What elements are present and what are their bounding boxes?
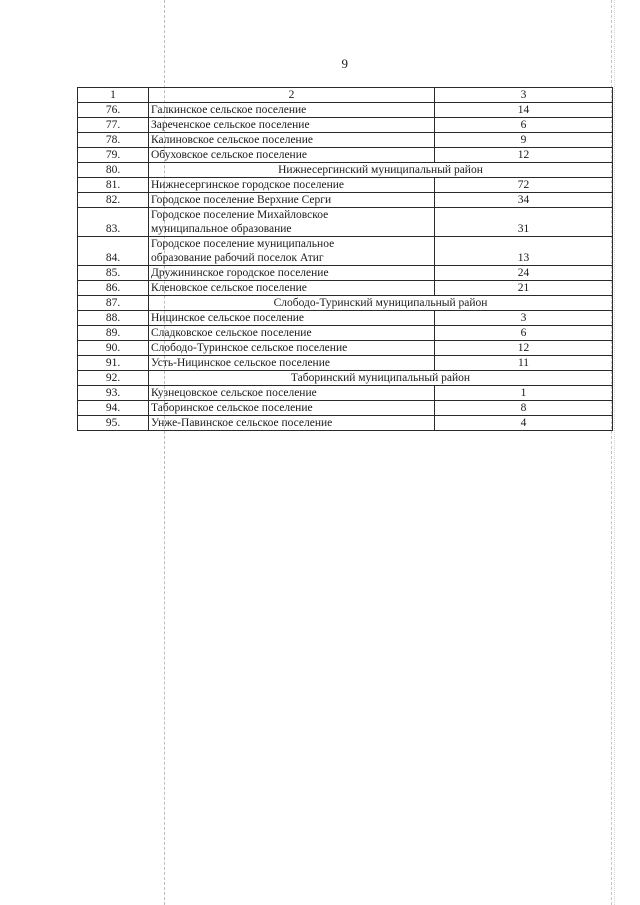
- table-row: [78, 416, 613, 431]
- table-row: [78, 103, 613, 118]
- settlement-name-line: Кузнецовское сельское поселение: [151, 387, 317, 399]
- settlement-name-line: муниципальное образование: [151, 223, 292, 235]
- settlement-name-cell: [149, 416, 435, 431]
- header-cell-name: 2: [149, 88, 435, 103]
- settlement-name-cell: [149, 401, 435, 416]
- scan-edge-line-right: [614, 0, 615, 905]
- settlement-name-line: Усть-Ницинское сельское поселение: [151, 357, 330, 369]
- row-number: 86.: [78, 281, 149, 296]
- row-number: 83.: [78, 208, 149, 237]
- row-number: 95.: [78, 416, 149, 431]
- row-number: 80.: [78, 163, 149, 178]
- row-number: 88.: [78, 311, 149, 326]
- settlement-value: 8: [435, 401, 613, 416]
- row-number: 79.: [78, 148, 149, 163]
- settlement-value: 6: [435, 118, 613, 133]
- settlement-name-line: Галкинское сельское поселение: [151, 104, 307, 116]
- settlement-value: 72: [435, 178, 613, 193]
- row-number: 77.: [78, 118, 149, 133]
- settlement-name-cell: [149, 148, 435, 163]
- settlement-name-cell: [149, 208, 435, 237]
- row-number: 92.: [78, 371, 149, 386]
- settlement-value: 21: [435, 281, 613, 296]
- settlement-value: 12: [435, 148, 613, 163]
- settlement-value: 6: [435, 326, 613, 341]
- district-title: Таборинский муниципальный район: [149, 371, 613, 386]
- settlement-name-cell: [149, 103, 435, 118]
- district-title: Слободо-Туринский муниципальный район: [149, 296, 613, 311]
- settlement-name-cell: [149, 237, 435, 266]
- settlement-value: 9: [435, 133, 613, 148]
- settlement-name-cell: [149, 341, 435, 356]
- settlement-name-cell: [149, 118, 435, 133]
- row-number: 90.: [78, 341, 149, 356]
- settlement-name-line: образование рабочий поселок Атиг: [151, 252, 324, 264]
- settlement-name-line: Городское поселение Михайловское: [151, 209, 329, 221]
- table-row: [78, 118, 613, 133]
- settlement-name-line: Таборинское сельское поселение: [151, 402, 313, 414]
- district-row: [78, 163, 613, 178]
- settlement-value: 31: [435, 208, 613, 237]
- page-number: 9: [341, 56, 349, 71]
- settlement-name-line: Калиновское сельское поселение: [151, 134, 313, 146]
- settlement-value: 11: [435, 356, 613, 371]
- district-row: [78, 296, 613, 311]
- table-row: [78, 148, 613, 163]
- table-row: [78, 311, 613, 326]
- table-row: [78, 193, 613, 208]
- settlement-value: 12: [435, 341, 613, 356]
- settlement-name-line: Городское поселение муниципальное: [151, 238, 335, 250]
- settlement-name-cell: [149, 193, 435, 208]
- row-number: 82.: [78, 193, 149, 208]
- settlement-name-line: Нижнесергинское городское поселение: [151, 179, 345, 191]
- settlement-name-line: Ницинское сельское поселение: [151, 312, 305, 324]
- settlement-name-line: Слободо-Туринское сельское поселение: [151, 342, 348, 354]
- table-row: [78, 341, 613, 356]
- settlement-name-line: Обуховское сельское поселение: [151, 149, 307, 161]
- settlement-name-cell: [149, 326, 435, 341]
- settlement-name-cell: [149, 266, 435, 281]
- table-row: [78, 237, 613, 266]
- row-number: 87.: [78, 296, 149, 311]
- settlement-value: 24: [435, 266, 613, 281]
- settlement-value: 1: [435, 386, 613, 401]
- table-header-row: [78, 88, 613, 103]
- settlement-name-cell: [149, 311, 435, 326]
- table-row: [78, 356, 613, 371]
- table-row: [78, 266, 613, 281]
- table-row: [78, 326, 613, 341]
- district-row: [78, 371, 613, 386]
- row-number: 91.: [78, 356, 149, 371]
- row-number: 76.: [78, 103, 149, 118]
- table-row: [78, 208, 613, 237]
- settlement-name-line: Городское поселение Верхние Серги: [151, 194, 332, 206]
- table-body: [78, 88, 613, 431]
- table-row: [78, 281, 613, 296]
- settlement-name-line: Сладковское сельское поселение: [151, 327, 312, 339]
- table-row: [78, 386, 613, 401]
- row-number: 94.: [78, 401, 149, 416]
- settlement-value: 13: [435, 237, 613, 266]
- table-row: [78, 178, 613, 193]
- settlement-name-cell: [149, 386, 435, 401]
- row-number: 78.: [78, 133, 149, 148]
- row-number: 81.: [78, 178, 149, 193]
- settlement-name-cell: [149, 356, 435, 371]
- settlement-name-line: Зареченское сельское поселение: [151, 119, 310, 131]
- district-title: Нижнесергинский муниципальный район: [149, 163, 613, 178]
- settlement-name-line: Унже-Павинское сельское поселение: [151, 417, 333, 429]
- row-number: 89.: [78, 326, 149, 341]
- row-number: 93.: [78, 386, 149, 401]
- settlement-name-cell: [149, 281, 435, 296]
- settlement-value: 3: [435, 311, 613, 326]
- row-number: 84.: [78, 237, 149, 266]
- settlement-value: 34: [435, 193, 613, 208]
- header-cell-value: 3: [435, 88, 613, 103]
- settlement-name-cell: [149, 133, 435, 148]
- header-cell-number: 1: [78, 88, 149, 103]
- settlements-table: [77, 87, 613, 431]
- table-row: [78, 401, 613, 416]
- table-row: [78, 133, 613, 148]
- settlement-name-line: Дружининское городское поселение: [151, 267, 329, 279]
- row-number: 85.: [78, 266, 149, 281]
- settlement-name-line: Кленовское сельское поселение: [151, 282, 307, 294]
- settlement-name-cell: [149, 178, 435, 193]
- settlement-value: 14: [435, 103, 613, 118]
- settlement-value: 4: [435, 416, 613, 431]
